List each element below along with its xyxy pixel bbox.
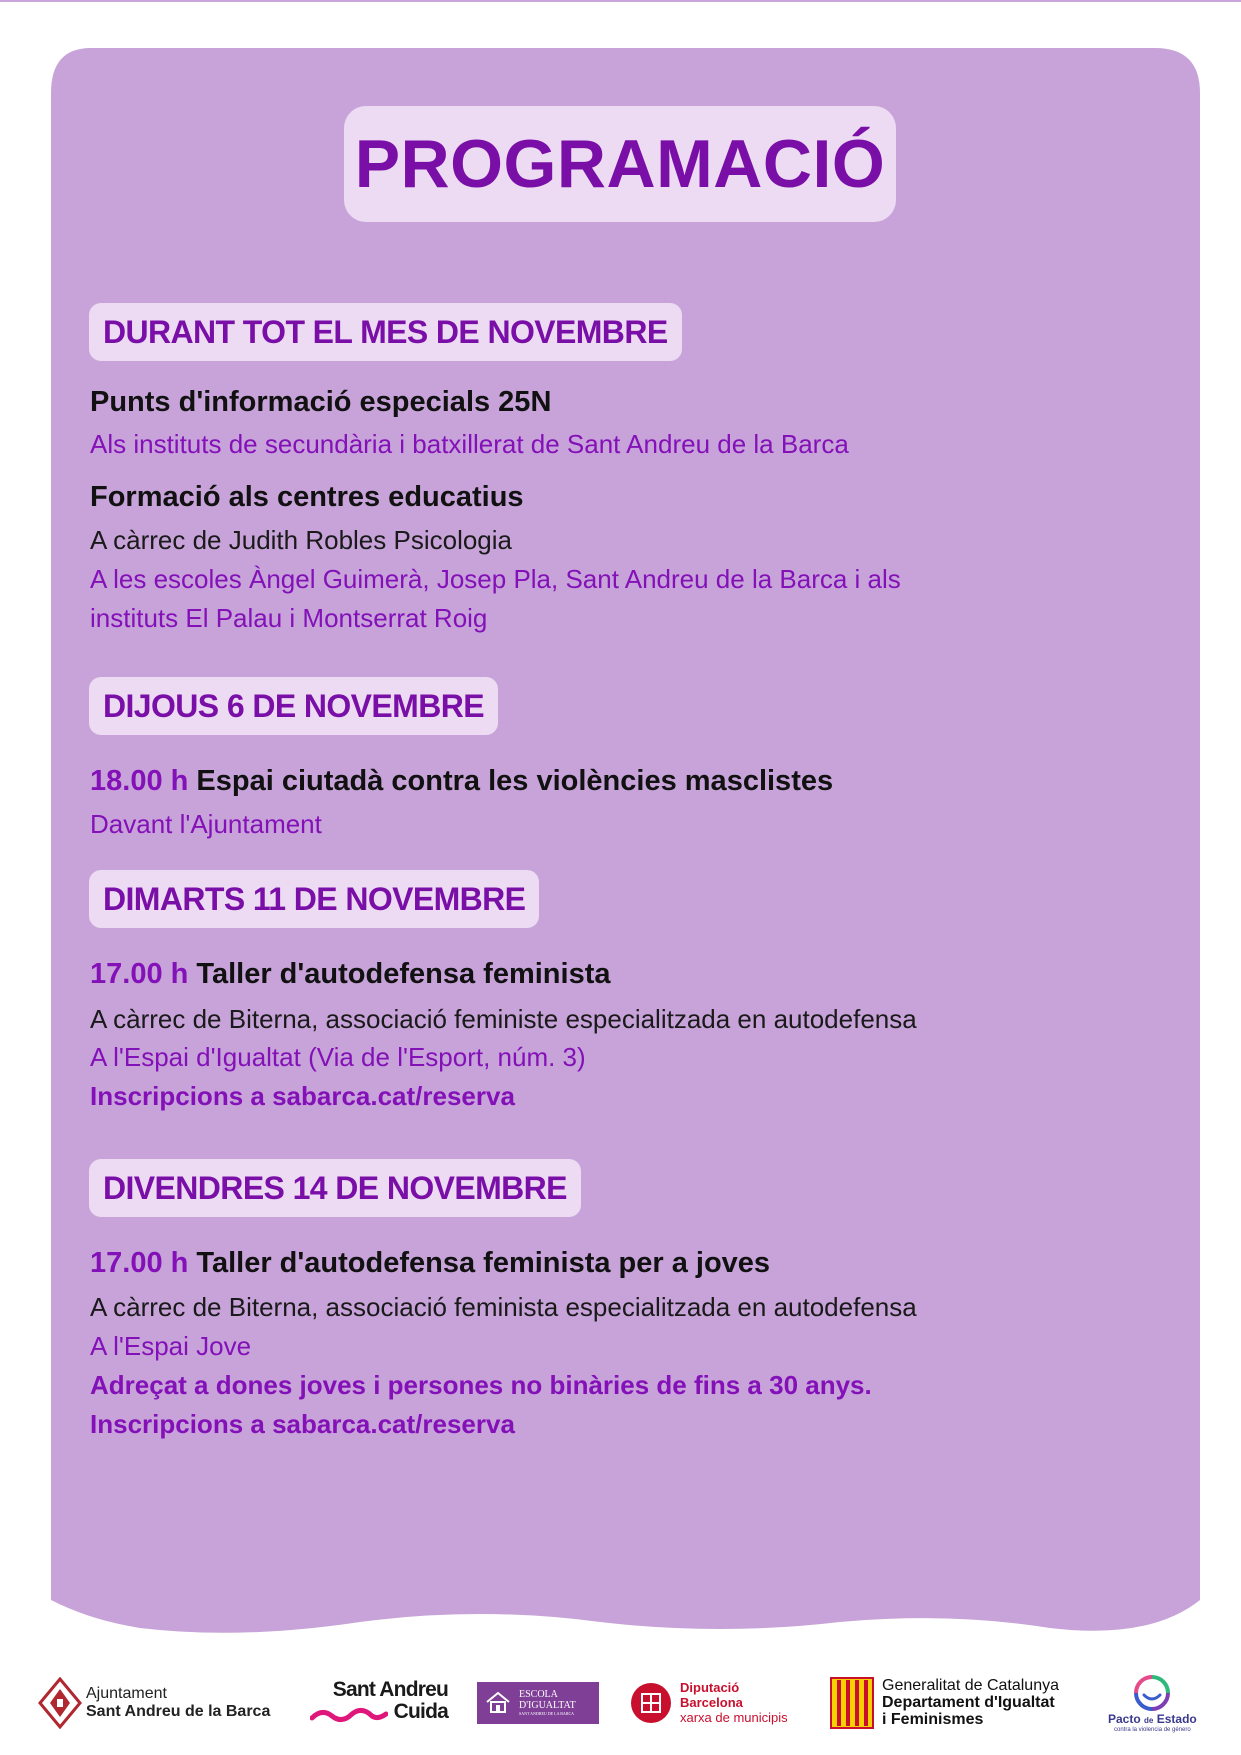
escola-line2: D'IGUALTAT (519, 1699, 576, 1711)
diputacio-line3: xarxa de municipis (680, 1710, 788, 1725)
section-heading-tuesday-11: DIMARTS 11 DE NOVEMBRE (89, 870, 539, 928)
event-place: A l'Espai d'Igualtat (Via de l'Esport, núm. 3) (90, 1042, 586, 1072)
event-organizer: A càrrec de Judith Robles Psicologia (90, 525, 513, 555)
event-title: Punts d'informació especials 25N (90, 386, 552, 418)
event-title: Taller d'autodefensa feminista per a joves (196, 1247, 771, 1279)
event-time: 17.00 h (90, 958, 189, 990)
generalitat-line2: Departament d'Igualtat (882, 1694, 1055, 1711)
pacto-line1: Pacto (1108, 1711, 1141, 1726)
escola-line3: SANT ANDREU DE LA BARCA (519, 1710, 575, 1716)
escola-line1: ESCOLA (519, 1688, 558, 1700)
wave-icon (310, 1706, 388, 1724)
page-title: PROGRAMACIÓ (354, 126, 886, 202)
event-title: Espai ciutadà contra les violències masclistes (196, 765, 834, 797)
event-place: A les escoles Àngel Guimerà, Josep Pla, Sant Andreu de la Barca i als (90, 564, 901, 594)
diputacio-line1: Diputació (680, 1680, 740, 1695)
diputacio-line2: Barcelona (680, 1695, 743, 1710)
generalitat-logo[interactable] (830, 1650, 1059, 1755)
section-heading-november: DURANT TOT EL MES DE NOVEMBRE (89, 303, 682, 361)
event-title: Taller d'autodefensa feminista (196, 958, 611, 990)
event-title-line (90, 958, 610, 991)
footer-logos (0, 1650, 1241, 1755)
section-heading-thursday-6: DIJOUS 6 DE NOVEMBRE (89, 677, 498, 735)
event-time: 18.00 h (90, 765, 189, 797)
sant-andreu-cuida-logo[interactable] (308, 1650, 448, 1755)
event-place: instituts El Palau i Montserrat Roig (90, 603, 488, 633)
diputacio-seal-icon (630, 1682, 672, 1724)
event-place: A l'Espai Jove (90, 1331, 252, 1361)
event-organizer: A càrrec de Biterna, associació feministe especialitzada en autodefensa (90, 1004, 917, 1034)
event-time: 17.00 h (90, 1247, 189, 1279)
pacto-ring-icon (1127, 1673, 1177, 1713)
pacto-de: de (1144, 1715, 1154, 1725)
event-title: Formació als centres educatius (90, 481, 524, 513)
generalitat-line1: Generalitat de Catalunya (882, 1677, 1059, 1694)
ajuntament-logo[interactable] (38, 1650, 270, 1755)
section-heading-friday-14: DIVENDRES 14 DE NOVEMBRE (89, 1159, 581, 1217)
signup-link[interactable]: Inscripcions a sabarca.cat/reserva (90, 1081, 515, 1111)
senyera-icon (830, 1677, 874, 1729)
event-place: Als instituts de secundària i batxillerat de Sant Andreu de la Barca (90, 429, 849, 459)
event-place: Davant l'Ajuntament (90, 809, 322, 839)
cuida-line2: Cuida (393, 1699, 448, 1723)
event-audience: Adreçat a dones joves i persones no binàries de fins a 30 anys. (90, 1370, 872, 1400)
house-icon (483, 1688, 513, 1718)
ajuntament-label: Ajuntament (86, 1684, 167, 1702)
pacto-line2: contra la violencia de género (1114, 1726, 1191, 1733)
signup-link[interactable]: Inscripcions a sabarca.cat/reserva (90, 1409, 515, 1439)
event-organizer: A càrrec de Biterna, associació feminista especialitzada en autodefensa (90, 1292, 917, 1322)
pacto-estado: Estado (1156, 1711, 1197, 1726)
event-title-line (90, 765, 833, 798)
cuida-line1: Sant Andreu (332, 1677, 448, 1701)
ajuntament-name: Sant Andreu de la Barca (86, 1702, 271, 1720)
pacto-estado-logo[interactable] (1108, 1650, 1197, 1755)
title-box (344, 106, 896, 222)
ajuntament-crest-icon (38, 1677, 82, 1729)
escola-igualtat-logo[interactable] (477, 1650, 599, 1755)
diputacio-logo[interactable] (630, 1650, 788, 1755)
generalitat-line3: i Feminismes (882, 1711, 984, 1728)
event-title-line (90, 1247, 770, 1280)
